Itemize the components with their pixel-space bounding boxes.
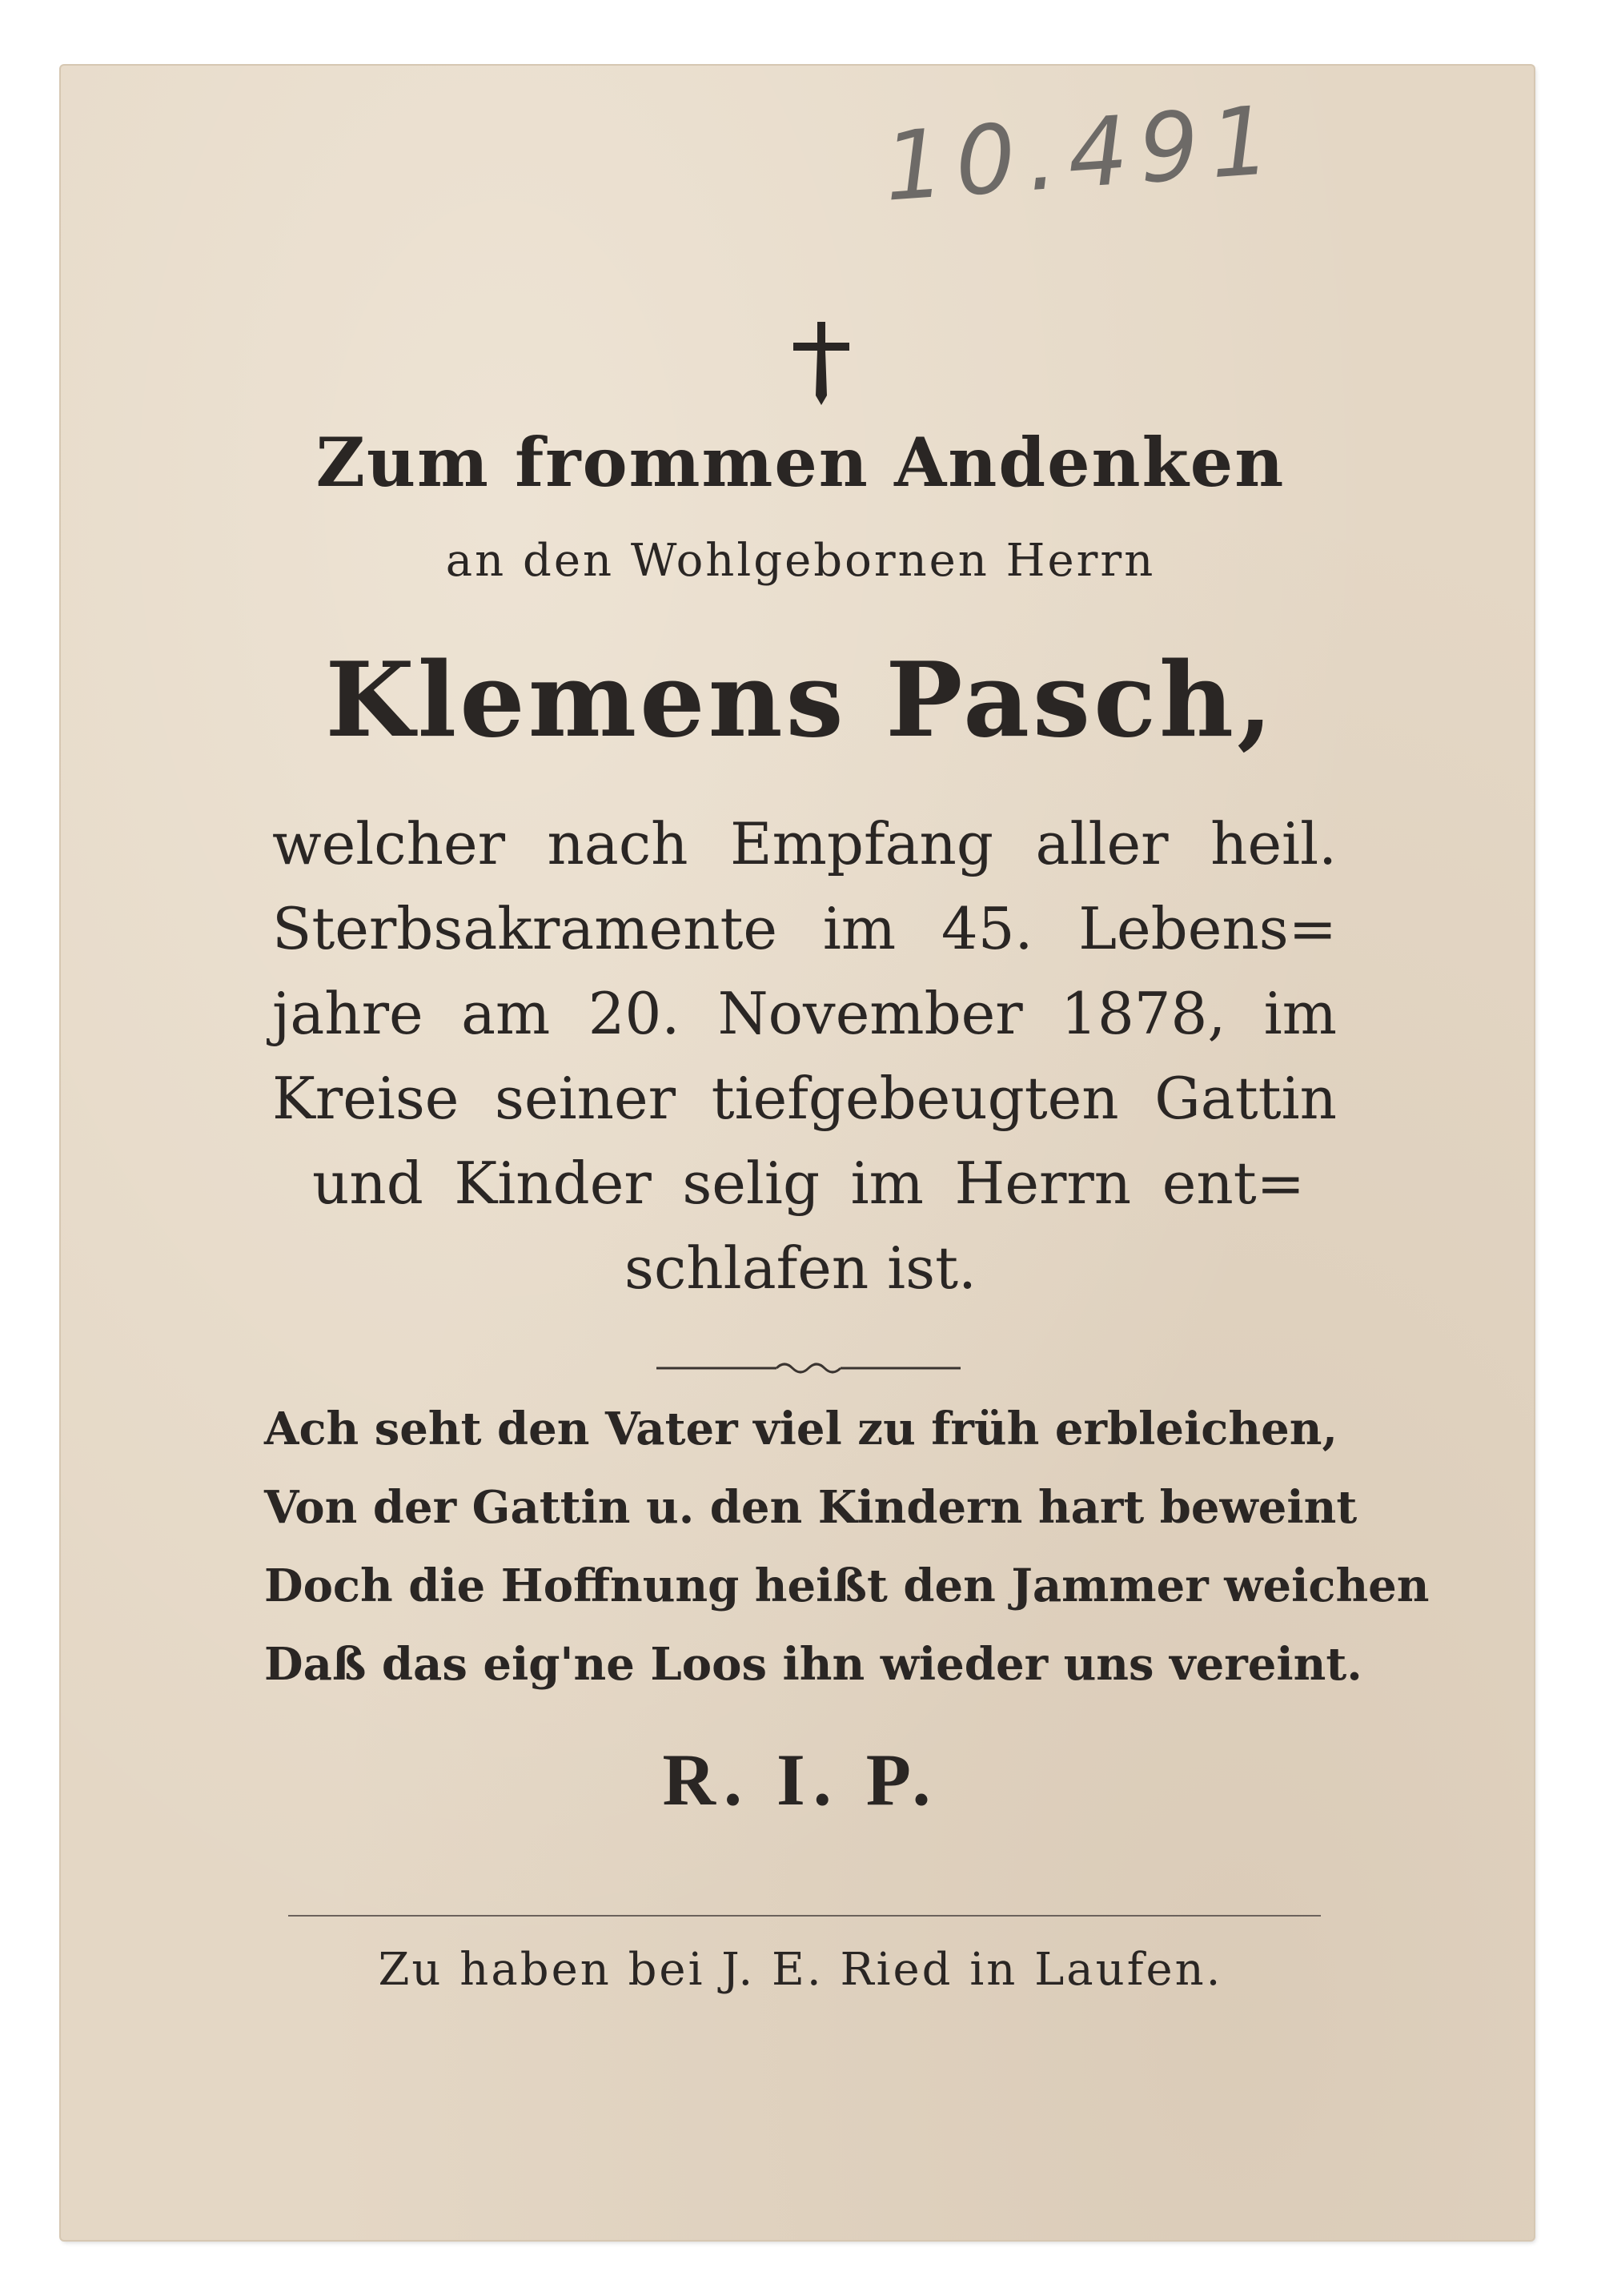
body-line: welcher nach Empfang aller heil. — [272, 810, 1337, 877]
body-line: und Kinder selig im Herrn ent= — [312, 1150, 1305, 1217]
handwritten-catalog-number: 10.491 — [881, 84, 1286, 223]
body-line: schlafen ist. — [624, 1234, 977, 1302]
body-line: jahre am 20. November 1878, im — [272, 980, 1337, 1047]
heading: Zum frommen Andenken — [315, 423, 1286, 502]
divider-ornament — [656, 1356, 961, 1380]
verse-line: Daß das eig'ne Loos ihn wieder uns vereint. — [264, 1638, 1362, 1691]
subheading: an den Wohlgebornen Herrn — [445, 535, 1156, 587]
publisher-footer: Zu haben bei J. E. Ried in Laufen. — [378, 1944, 1223, 1996]
cross-icon — [785, 319, 857, 407]
verse-line: Doch die Hoffnung heißt den Jammer weichen — [264, 1559, 1430, 1612]
body-line: Sterbsakramente im 45. Lebens= — [272, 895, 1337, 962]
rip-inscription: R. I. P. — [662, 1739, 939, 1820]
body-line: Kreise seiner tiefgebeugten Gattin — [272, 1065, 1337, 1132]
verse-line: Von der Gattin u. den Kindern hart beweint — [264, 1481, 1358, 1534]
verse-line: Ach seht den Vater viel zu früh erbleichen, — [264, 1403, 1338, 1455]
footer-divider — [288, 1915, 1321, 1917]
deceased-name: Klemens Pasch, — [325, 640, 1276, 761]
